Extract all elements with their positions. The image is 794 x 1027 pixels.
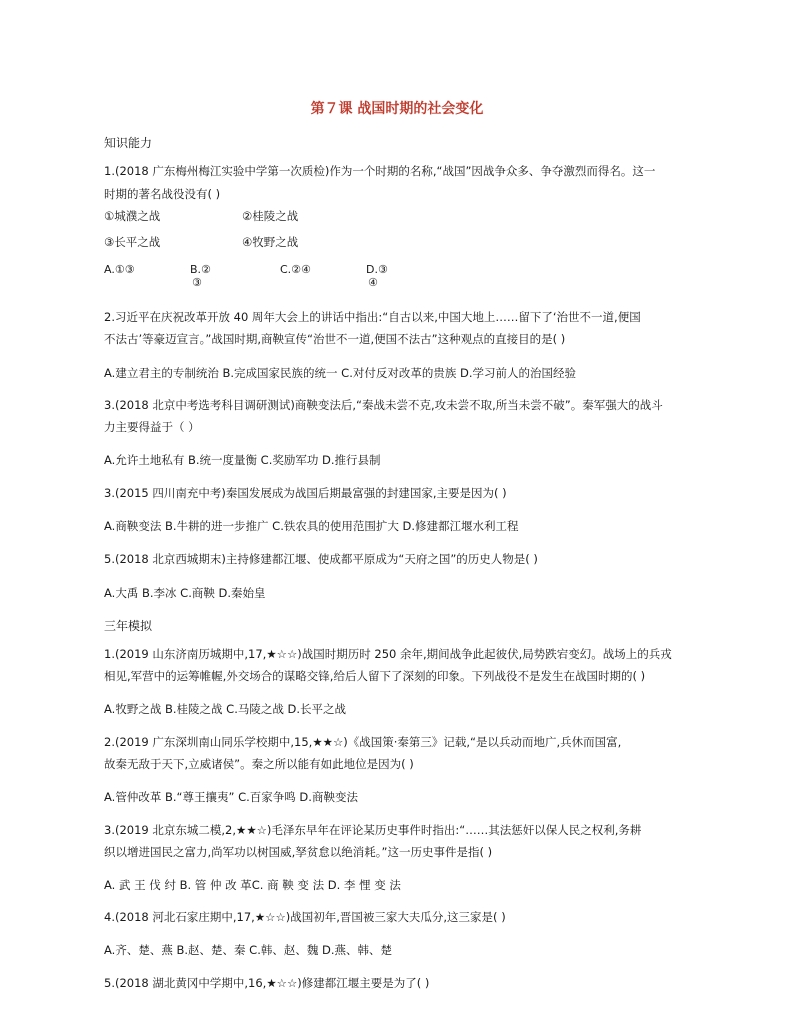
mock-4-stem: 4.(2018 河北石家庄期中,17,★☆☆)战国初年,晋国被三家大夫瓜分,这三家是( ) xyxy=(104,910,506,924)
mock-1-options: A.牧野之战 B.桂陵之战 C.马陵之战 D.长平之战 xyxy=(104,702,347,716)
question-2-options: A.建立君主的专制统治 B.完成国家民族的统一 C.对付反对改革的贵族 D.学习前人的治国经验 xyxy=(104,366,577,380)
question-3-options: A.允许土地私有 B.统一度量衡 C.奖励军功 D.推行县制 xyxy=(104,453,381,467)
mock-1-stem-line1: 1.(2019 山东济南历城期中,17,★☆☆)战国时期历时 250 余年,期间战争此起彼伏,局势跌宕变幻。战场上的兵戎 xyxy=(104,647,672,661)
question-2-stem-line2: 不法古’等豪迈宣言。”战国时期,商鞅宣传“治世不一道,便国不法古”这种观点的直接目的是( ) xyxy=(104,332,566,346)
question-5-stem: 5.(2018 北京西城期末)主持修建都江堰、使成都平原成为“天府之国”的历史人物是( ) xyxy=(104,552,538,566)
question-5-options: A.大禹 B.李冰 C.商鞅 D.秦始皇 xyxy=(104,586,266,600)
question-1-option-d: D.③ xyxy=(366,263,388,276)
mock-1-stem-line2: 相见,军营中的运筹帷幄,外交场合的谋略交锋,给后人留下了深刻的印象。下列战役不是发生在战国时期的( ) xyxy=(104,669,646,683)
question-1-item-3: ③长平之战 xyxy=(104,235,161,249)
mock-3-options: A. 武 王 伐 纣 B. 管 仲 改 革C. 商 鞅 变 法 D. 李 悝 变 法 xyxy=(104,878,401,892)
question-1-item-2: ②桂陵之战 xyxy=(242,209,299,223)
mock-3-stem-line1: 3.(2019 北京东城二模,2,★★☆)毛泽东早年在评论某历史事件时指出:“……其法惩奸以保人民之权利,务耕 xyxy=(104,823,642,837)
mock-2-stem-line2: 故秦无敌于天下,立威诸侯”。秦之所以能有如此地位是因为( ) xyxy=(104,757,414,771)
question-1-stem-line1: 1.(2018 广东梅州梅江实验中学第一次质检)作为一个时期的名称,“战国”因战争众多、争夺激烈而得名。这一 xyxy=(104,164,656,178)
question-3-stem-line2: 力主要得益于（ ） xyxy=(104,420,200,434)
mock-2-stem-line1: 2.(2019 广东深圳南山同乐学校期中,15,★★☆)《战国策·秦第三》记载,“是以兵动而地广,兵休而国富, xyxy=(104,735,622,749)
mock-4-options: A.齐、楚、燕 B.赵、楚、秦 C.韩、赵、魏 D.燕、韩、楚 xyxy=(104,943,393,957)
section-heading-mock: 三年模拟 xyxy=(104,619,153,633)
question-1-option-c: C.②④ xyxy=(280,263,311,276)
page-title: 第７课 战国时期的社会变化 xyxy=(310,101,484,117)
question-1-stem-line2: 时期的著名战役没有( ) xyxy=(104,187,221,201)
question-1-option-b-cont: ③ xyxy=(192,276,202,289)
question-4-options: A.商鞅变法 B.牛耕的进一步推广 C.铁农具的使用范围扩大 D.修建都江堰水利工程 xyxy=(104,519,519,533)
question-1-option-d-cont: ④ xyxy=(368,276,378,289)
question-1-option-b: B.② xyxy=(190,263,211,276)
mock-2-options: A.管仲改革 B.“尊王攘夷” C.百家争鸣 D.商鞅变法 xyxy=(104,790,358,804)
question-1-item-4: ④牧野之战 xyxy=(242,235,299,249)
section-heading-knowledge: 知识能力 xyxy=(104,136,153,150)
question-4-stem: 3.(2015 四川南充中考)秦国发展成为战国后期最富强的封建国家,主要是因为( ) xyxy=(104,486,507,500)
mock-5-stem: 5.(2018 湖北黄冈中学期中,16,★☆☆)修建都江堰主要是为了( ) xyxy=(104,976,430,990)
question-3-stem-line1: 3.(2018 北京中考选考科目调研测试)商鞅变法后,“秦战未尝不克,攻未尝不取,所当未尝不破”。秦军强大的战斗 xyxy=(104,398,663,412)
question-2-stem-line1: 2.习近平在庆祝改革开放 40 周年大会上的讲话中指出:“自古以来,中国大地上……留下了‘治世不一道,便国 xyxy=(104,310,641,324)
question-1-item-1: ①城濮之战 xyxy=(104,209,161,223)
mock-3-stem-line2: 织以增进国民之富力,尚军功以树国威,孥贫怠以绝消耗。”这一历史事件是指( ) xyxy=(104,845,493,859)
question-1-option-a: A.①③ xyxy=(104,263,135,276)
